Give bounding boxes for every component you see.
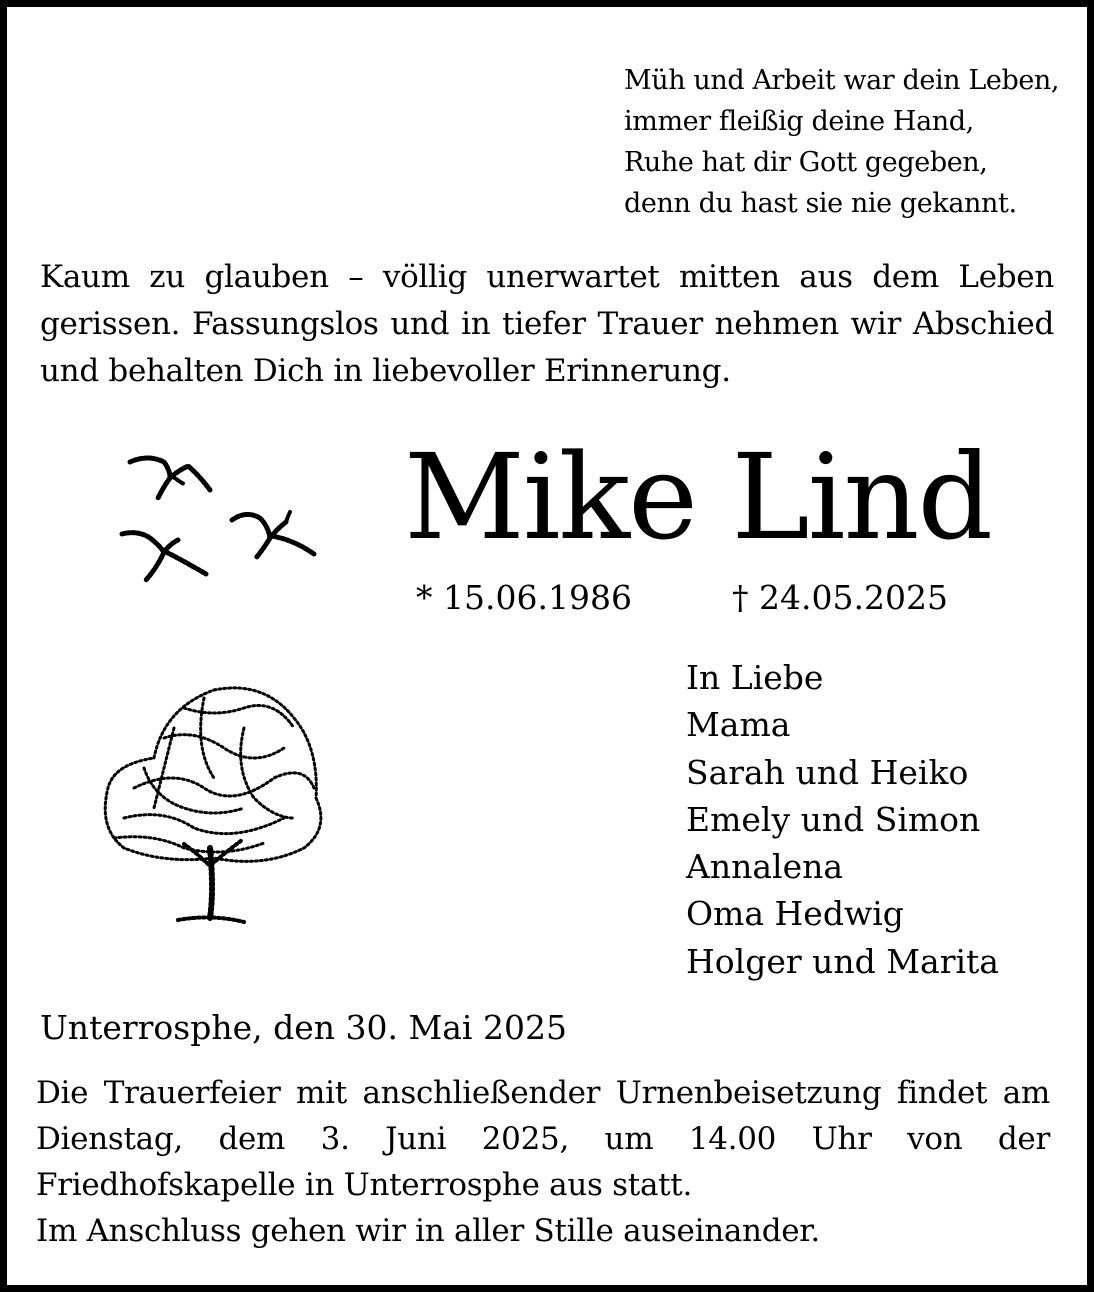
- poem-line: Ruhe hat dir Gott gegeben,: [624, 147, 988, 178]
- poem-line: immer fleißig deine Hand,: [624, 106, 974, 137]
- family-line: In Liebe: [686, 658, 824, 697]
- tree-icon: [94, 668, 334, 930]
- family-line: Mama: [686, 705, 791, 745]
- birth-date: * 15.06.1986: [416, 578, 632, 617]
- birds-icon: [118, 448, 328, 596]
- family-line: Holger und Marita: [686, 941, 999, 981]
- family-line: Emely und Simon: [686, 799, 981, 839]
- family-line: Annalena: [686, 847, 844, 887]
- deceased-name: Mike Lind: [404, 428, 992, 566]
- intro-text: Kaum zu glauben – völlig unerwartet mitten aus dem Leben gerissen. Fassungslos und in tiefer Trauer nehmen wir Abschied und behalten Dich in liebevoller Erinnerung.: [40, 259, 1054, 389]
- service-paragraph: Die Trauerfeier mit anschließender Urnenbeisetzung findet am Dienstag, dem 3. Juni 2025, um 14.00 Uhr von der Friedhofskapelle in Unterrosphe aus statt.: [36, 1075, 1050, 1203]
- place-date: Unterrosphe, den 30. Mai 2025: [40, 1008, 567, 1047]
- poem-line: Müh und Arbeit war dein Leben,: [624, 65, 1060, 96]
- poem: [624, 60, 1064, 224]
- service-info: [36, 1070, 1050, 1254]
- death-date: † 24.05.2025: [732, 578, 948, 617]
- family-line: Oma Hedwig: [686, 894, 904, 934]
- family-line: Sarah und Heiko: [686, 752, 969, 792]
- poem-line: denn du hast sie nie gekannt.: [624, 188, 1017, 219]
- family-list: [686, 654, 999, 985]
- service-closing: Im Anschluss gehen wir in aller Stille auseinander.: [36, 1213, 820, 1249]
